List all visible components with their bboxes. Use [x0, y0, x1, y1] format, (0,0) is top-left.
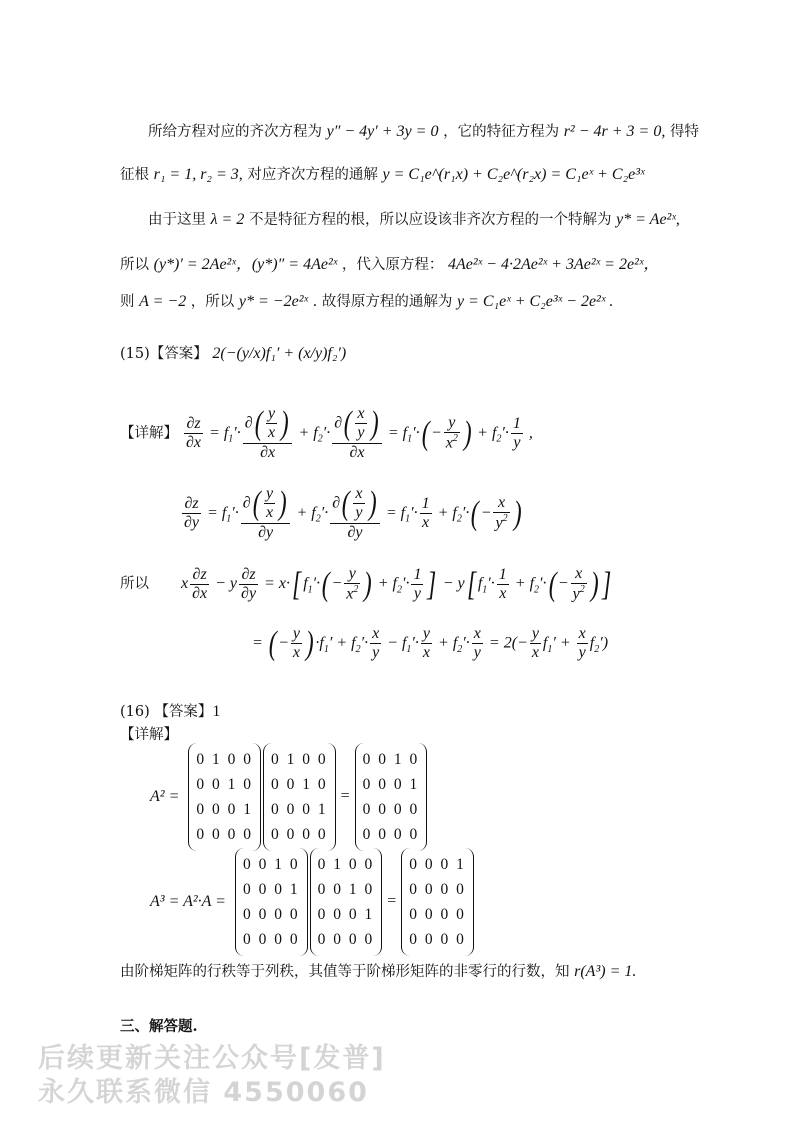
matrix-row: 0 0 0 0 — [242, 931, 300, 948]
matrix-row: 0 0 0 1 — [196, 801, 253, 818]
matrix-row: 0 0 0 1 — [317, 906, 375, 923]
q15-number: (15) — [120, 346, 150, 362]
q15-answer-line — [120, 342, 346, 363]
matrix-row: 0 0 0 0 — [409, 906, 466, 923]
matrix-row: 0 0 1 0 — [271, 776, 328, 793]
answer-label: 【答案】 — [149, 346, 208, 362]
detail-label: 【详解】 — [120, 425, 178, 442]
substituted-equation: 4Ae²ˣ − 4·2Ae²ˣ + 3Ae²ˣ = 2e²ˣ， — [447, 256, 660, 273]
q16-number: (16) — [120, 704, 150, 720]
rank-result: r(A³) = 1. — [574, 963, 637, 980]
matrix-row: 0 1 0 0 — [271, 751, 328, 768]
matrix-row: 0 0 1 0 — [196, 776, 253, 793]
q16-answer-line: (16) 【答案】1 — [120, 703, 221, 720]
para2-line2: 所以 (y*)′ = 2Ae²ˣ，(y*)″ = 4Ae²ˣ ，代入原方程： 4Ae²ˣ − 4·2Ae²ˣ + 3Ae²ˣ = 2e²ˣ， — [120, 256, 660, 273]
matrix-a3-result — [401, 848, 474, 956]
q15-combination: 所以 x $\frac{\partial z}{\partial x}$ − y $\frac{\partial z}{\partial y}$ = x·[ $f_1'\cdot$( − $\frac{y}{x^2}$ ) + $f_2'\cdot$ $\frac{1}{y}$ ] − y[ $f_1'\cdot$ $\frac{1}{x}$ + $f_2'\cdot$( − $\frac{x}{y^2}$ ) ] — [120, 565, 612, 603]
matrix-row: 0 0 0 0 — [271, 826, 328, 843]
matrix-row: 0 0 1 0 — [242, 856, 300, 873]
matrix-a — [310, 848, 383, 956]
matrix-row: 0 0 0 0 — [242, 906, 300, 923]
matrix-row: 0 1 0 0 — [317, 856, 375, 873]
matrix-a-right — [263, 743, 336, 851]
characteristic-equation: r² − 4r + 3 = 0, — [563, 123, 666, 140]
para1-line2: 征根 r₁ = 1, r₂ = 3, 对应齐次方程的通解 y = C₁e^(r₁x) + C₂e^(r₂x) = C₁eˣ + C₂e³ˣ — [120, 166, 645, 183]
q15-answer: 2(−(y/x)f₁′ + (x/y)f₂′) — [212, 345, 347, 362]
general-solution-homogeneous: y = C₁e^(r₁x) + C₂e^(r₂x) = C₁eˣ + C₂e³ˣ — [382, 166, 645, 183]
matrix-row: 0 0 0 0 — [362, 826, 420, 843]
q16-conclusion: 由阶梯矩阵的行秩等于列秩，其值等于阶梯形矩阵的非零行的行数，知 r(A³) = 1. — [120, 963, 637, 980]
so-label: 所以 — [120, 576, 149, 593]
matrix-row: 0 0 1 0 — [362, 751, 420, 768]
watermark-line2: 永久联系微信 4550060 — [38, 1077, 369, 1108]
matrix-row: 0 0 1 0 — [317, 881, 375, 898]
matrix-row: 0 0 0 0 — [196, 826, 253, 843]
matrix-row: 0 0 0 1 — [409, 856, 466, 873]
a-cubed-equation: A³ = A²·A = 0 0 1 0 0 0 0 1 0 0 0 0 0 0 0 0 0 1 0 0 0 0 1 0 0 0 0 1 0 0 0 0 = 0 0 0 1 0 0 0 0 0 0 0 0 0 0 0 0 — [150, 848, 475, 956]
matrix-a2 — [235, 848, 308, 956]
a3-label: A³ = A²·A = — [150, 892, 226, 910]
homogeneous-equation: y″ − 4y′ + 3y = 0 — [326, 123, 439, 140]
matrix-row: 0 1 0 0 — [196, 751, 253, 768]
q16-detail-label: 【详解】 — [120, 727, 178, 743]
matrix-row: 0 0 0 0 — [409, 881, 466, 898]
matrix-row: 0 0 0 1 — [271, 801, 328, 818]
matrix-row: 0 0 0 0 — [362, 801, 420, 818]
q15-dz-dx: 【详解】 $\frac{\partial z}{\partial x}$ = $f_1'\cdot$ ∂( $\frac{y}{x}$ ) ∂x + $f_2'\cdot$ ∂( $\frac{x}{y}$ ) ∂x = $f_1'\cdot$( − $\frac{y}{x^2}$ ) + $f_2'\cdot$ $\frac{1}{y}$ , — [120, 404, 533, 461]
particular-solution-form: y* = Ae²ˣ, — [616, 211, 680, 228]
matrix-a2-result — [355, 743, 428, 851]
general-solution: y = C₁eˣ + C₂e³ˣ − 2e²ˣ . — [456, 293, 614, 310]
q15-dz-dy: $\frac{\partial z}{\partial y}$ = $f_1'\cdot$ ∂( $\frac{y}{x}$ ) ∂y + $f_2'\cdot$ ∂( $\frac{x}{y}$ ) ∂y = $f_1'\cdot$ $\frac{1}{x}$ + $f_2'\cdot$( − $\frac{x}{y^2}$ ) — [184, 484, 522, 541]
a-squared-equation: A² = 0 1 0 0 0 0 1 0 0 0 0 1 0 0 0 0 0 1 0 0 0 0 1 0 0 0 0 1 0 0 0 0 = 0 0 1 0 0 0 0 1 0 0 0 0 0 0 0 0 — [150, 743, 428, 851]
section-3-title: 三、解答题. — [120, 1018, 198, 1035]
matrix-row: 0 0 0 1 — [362, 776, 420, 793]
derivatives: (y*)′ = 2Ae²ˣ，(y*)″ = 4Ae²ˣ — [153, 256, 338, 273]
watermark-line1: 后续更新关注公众号[发普] — [38, 1043, 386, 1074]
matrix-row: 0 0 0 0 — [317, 931, 375, 948]
para2-line3: 则 A = −2 ，所以 y* = −2e²ˣ . 故得原方程的通解为 y = C₁eˣ + C₂e³ˣ − 2e²ˣ . — [120, 293, 614, 310]
para2-line1: 由于这里 λ = 2 不是特征方程的根，所以应设该非齐次方程的一个特解为 y* = Ae²ˣ, — [148, 211, 680, 228]
matrix-row: 0 0 0 1 — [242, 881, 300, 898]
para1-line1: 所给方程对应的齐次方程为 y″ − 4y′ + 3y = 0 ，它的特征方程为 r² − 4r + 3 = 0, 得特 — [148, 123, 699, 140]
characteristic-roots: r₁ = 1, r₂ = 3, — [153, 166, 243, 183]
a2-label: A² = — [150, 787, 180, 805]
matrix-a-left — [188, 743, 261, 851]
q16-answer: 1 — [212, 703, 221, 720]
q15-result: = ( − $\frac{y}{x}$ ) $\cdot f_1' + f_2'\cdot$ $\frac{x}{y}$ − $f_1'\cdot$ $\frac{y}{x}$ + $f_2'\cdot$ $\frac{x}{y}$ = 2(− $\frac{y}{x}$ $f_1'$ + $\frac{x}{y}$ $f_2'$) — [252, 624, 609, 662]
matrix-row: 0 0 0 0 — [409, 931, 466, 948]
